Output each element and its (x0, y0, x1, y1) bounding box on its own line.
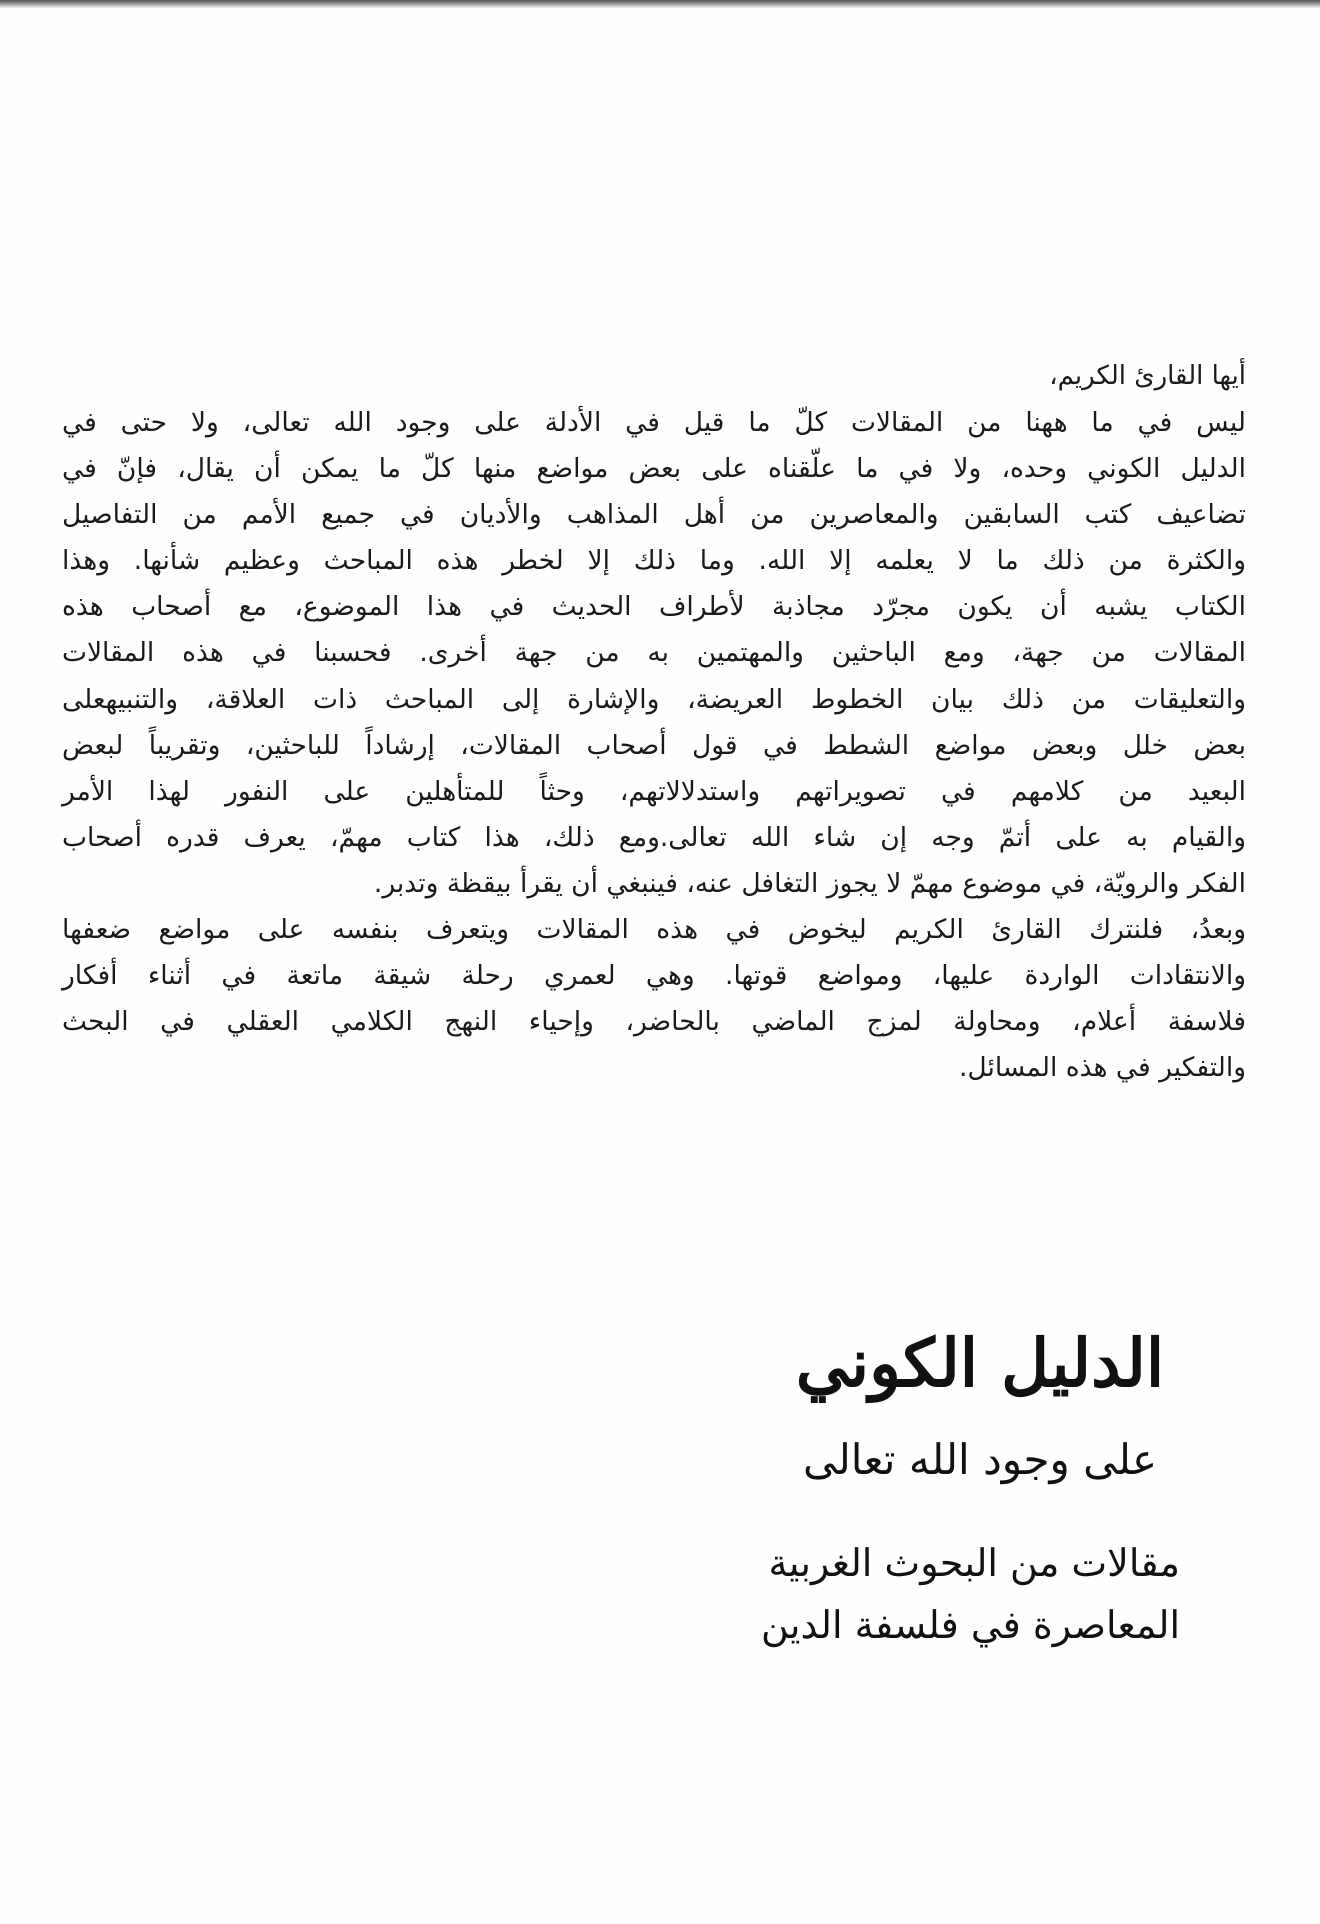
blurb-line: بعض خلل وبعض مواضع الشطط في قول أصحاب المقالات، إرشاداً للباحثين، وتقريباً لبعض (62, 729, 1246, 761)
blurb-line: الفكر والرويّة، في موضوع مهمّ لا يجوز التغافل عنه، فينبغي أن يقرأ بيقظة وتدبر. (373, 867, 1246, 899)
blurb-line: ليس في ما ههنا من المقالات كلّ ما قيل في الأدلة على وجود الله تعالى، ولا حتى في (62, 407, 1246, 438)
book-description-line: المعاصرة في فلسفة الدين (760, 1603, 1180, 1647)
blurb-line: والقيام به على أتمّ وجه إن شاء الله تعالى.ومع ذلك، هذا كتاب مهمّ، يعرف قدره أصحاب (62, 821, 1246, 853)
book-description (760, 1532, 1180, 1656)
blurb-line: الكتاب يشبه أن يكون مجرّد مجاذبة لأطراف الحديث في هذا الموضوع، مع أصحاب هذه (62, 591, 1246, 623)
blurb-line: والكثرة من ذلك ما لا يعلمه إلا الله. وما ذلك إلا لخطر هذه المباحث وعظيم شأنها. وهذا (62, 545, 1246, 577)
blurb-text (62, 352, 1246, 1091)
blurb-line: فلاسفة أعلام، ومحاولة لمزج الماضي بالحاضر، وإحياء النهج الكلامي العقلي في البحث (62, 1006, 1246, 1038)
blurb-line: والتعليقات من ذلك بيان الخطوط العريضة، والإشارة إلى المباحث ذات العلاقة، والتنبيهعلى (62, 683, 1246, 715)
blurb-paragraph (62, 400, 1246, 1091)
blurb-line: والتفكير في هذه المسائل. (958, 1052, 1246, 1084)
book-description-line: مقالات من البحوث الغربية (768, 1541, 1180, 1585)
blurb-line: المقالات من جهة، ومع الباحثين والمهتمين به من جهة أخرى. فحسبنا في هذه المقالات (62, 637, 1246, 669)
book-subtitle: على وجود الله تعالى (802, 1435, 1158, 1484)
blurb-line: وبعدُ، فلنترك القارئ الكريم ليخوض في هذه المقالات ويتعرف بنفسه على مواضع ضعفها (62, 914, 1246, 946)
book-title-calligraphy (760, 1308, 1180, 1656)
page-top-edge (0, 0, 1320, 8)
book-title: الدليل الكوني (795, 1324, 1165, 1402)
blurb-line: تضاعيف كتب السابقين والمعاصرين من أهل المذاهب والأديان في جميع الأمم من التفاصيل (62, 499, 1246, 531)
blurb-greeting: أيها القارئ الكريم، (1049, 361, 1246, 391)
blurb-line: الدليل الكوني وحده، ولا في ما علّقناه على بعض مواضع منها كلّ ما يمكن أن يقال، فإنّ في (62, 453, 1246, 485)
blurb-line: البعيد من كلامهم في تصويراتهم واستدلالاتهم، وحثاً للمتأهلين على النفور لهذا الأمر (62, 775, 1246, 807)
book-back-cover (0, 8, 1320, 1924)
blurb-line: والانتقادات الواردة عليها، ومواضع قوتها. وهي لعمري رحلة شيقة ماتعة في أثناء أفكار (62, 960, 1246, 992)
